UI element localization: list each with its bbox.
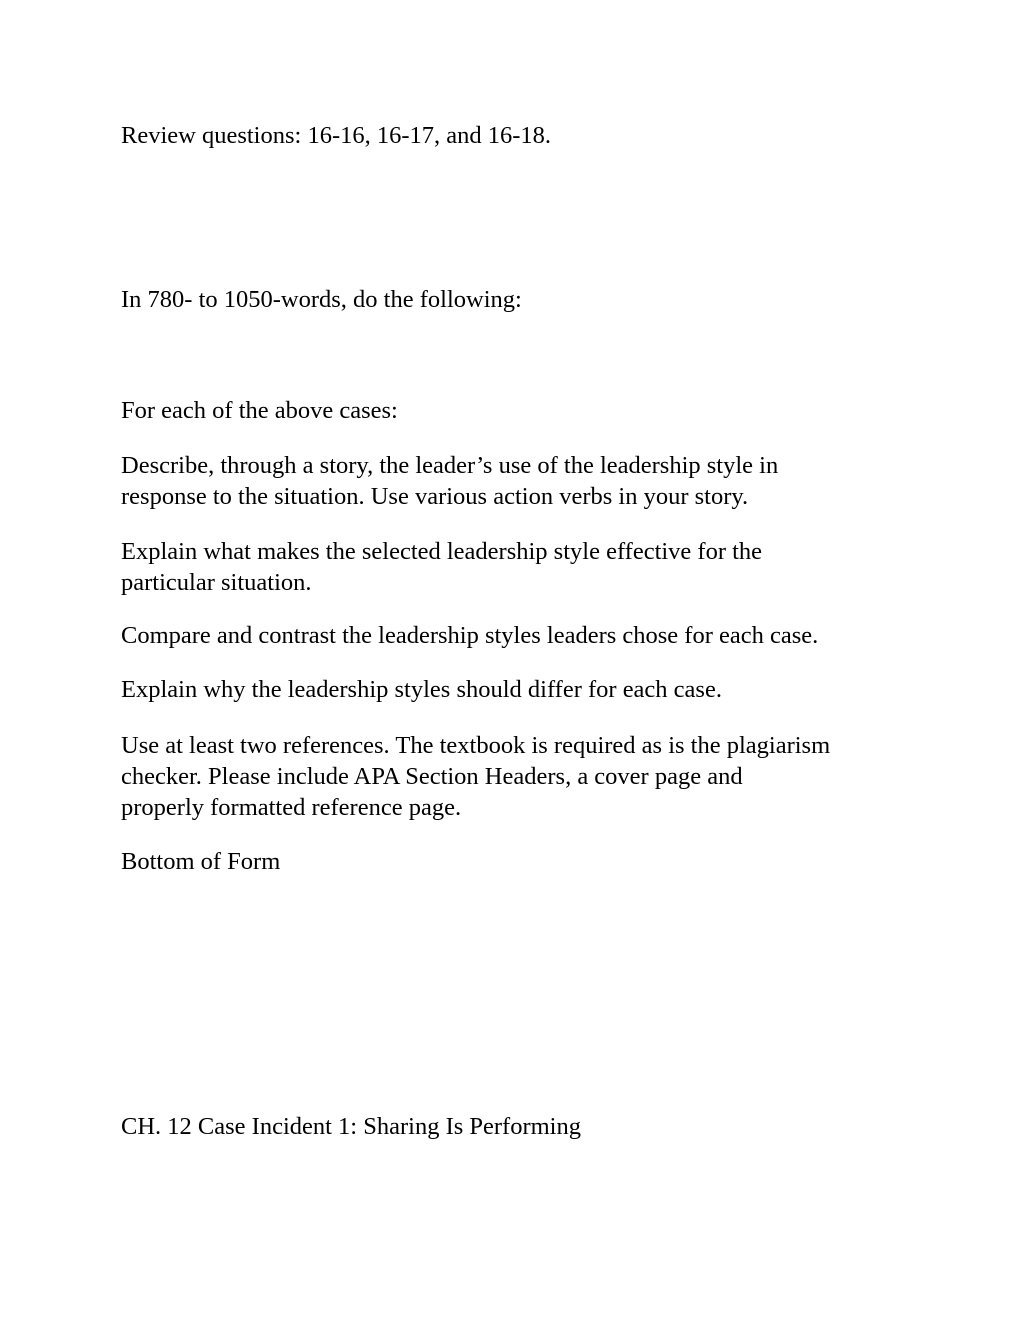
- references-line: properly formatted reference page.: [121, 794, 462, 821]
- instructions-intro-text: In 780- to 1050-words, do the following:: [121, 286, 522, 313]
- explain-effective-paragraph: [121, 536, 921, 598]
- describe-paragraph: [121, 450, 921, 512]
- review-questions-text: Review questions: 16-16, 16-17, and 16-18.: [121, 122, 552, 149]
- for-each-text: For each of the above cases:: [121, 397, 398, 424]
- compare-text: Compare and contrast the leadership styles leaders chose for each case.: [121, 622, 819, 649]
- bottom-of-form-text: Bottom of Form: [121, 848, 281, 875]
- case-title-text: CH. 12 Case Incident 1: Sharing Is Performing: [121, 1113, 581, 1140]
- describe-line: response to the situation. Use various action verbs in your story.: [121, 483, 749, 510]
- explain-effective-line: particular situation.: [121, 569, 312, 596]
- references-line: checker. Please include APA Section Headers, a cover page and: [121, 763, 743, 790]
- references-paragraph: [121, 730, 921, 823]
- describe-line: Describe, through a story, the leader’s use of the leadership style in: [121, 452, 779, 479]
- explain-effective-line: Explain what makes the selected leadership style effective for the: [121, 538, 763, 565]
- references-line: Use at least two references. The textbook is required as is the plagiarism: [121, 732, 831, 759]
- explain-differ-text: Explain why the leadership styles should differ for each case.: [121, 676, 722, 703]
